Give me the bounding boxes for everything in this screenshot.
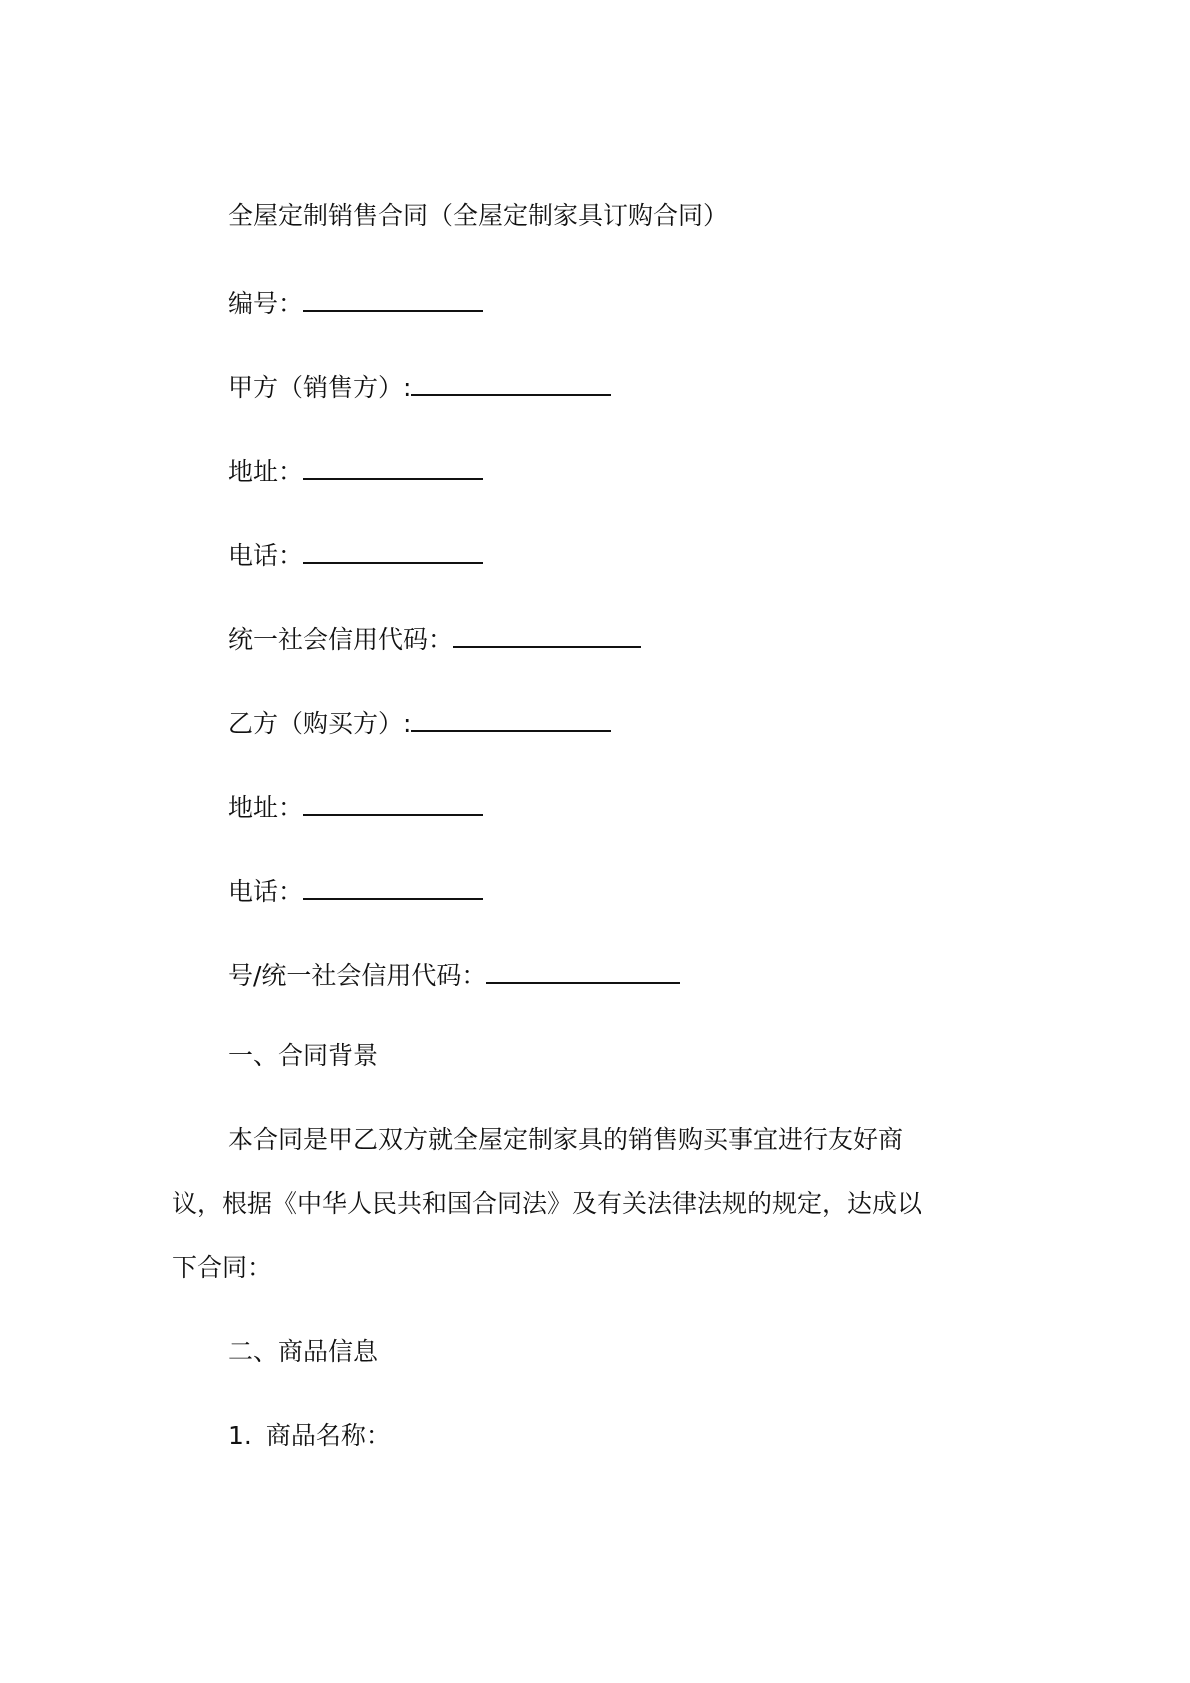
party-a-address-field [228, 452, 483, 488]
party-a-phone-blank[interactable] [303, 536, 483, 564]
party-a-blank[interactable] [411, 368, 611, 396]
goods-item-1 [228, 1420, 391, 1452]
goods-item-1-number: 1. [228, 1421, 252, 1450]
party-a-phone-label: 电话： [228, 541, 304, 570]
party-a-field [228, 368, 611, 404]
section-goods-heading: 二、商品信息 [228, 1337, 379, 1366]
party-a-credit-code-field [228, 620, 641, 656]
background-paragraph-line-1: 本合同是甲乙双方就全屋定制家具的销售购买事宜进行友好商 [228, 1125, 904, 1154]
contract-number-field [228, 284, 483, 320]
party-b-label: 乙方（购买方）: [228, 709, 412, 738]
background-paragraph-line-2: 议，根据《中华人民共和国合同法》及有关法律法规的规定，达成以 [172, 1189, 923, 1218]
party-b-id-field [228, 956, 680, 992]
party-b-phone-label: 电话： [228, 877, 304, 906]
party-a-phone-field [228, 536, 483, 572]
party-b-phone-blank[interactable] [303, 872, 483, 900]
party-a-credit-code-blank[interactable] [453, 620, 641, 648]
party-b-address-blank[interactable] [303, 788, 483, 816]
section-background-heading: 一、合同背景 [228, 1041, 379, 1070]
party-b-blank[interactable] [411, 704, 611, 732]
party-a-address-blank[interactable] [303, 452, 483, 480]
background-paragraph-line-3: 下合同： [172, 1253, 273, 1282]
party-b-id-label: 号/统一社会信用代码： [228, 961, 487, 990]
contract-number-blank[interactable] [303, 284, 483, 312]
party-a-label: 甲方（销售方）: [228, 373, 412, 402]
party-a-credit-code-label: 统一社会信用代码： [228, 625, 454, 654]
party-b-field [228, 704, 611, 740]
party-b-address-field [228, 788, 483, 824]
party-b-phone-field [228, 872, 483, 908]
party-b-address-label: 地址： [228, 793, 304, 822]
party-a-address-label: 地址： [228, 457, 304, 486]
contract-title: 全屋定制销售合同（全屋定制家具订购合同） [228, 201, 729, 230]
party-b-id-blank[interactable] [486, 956, 680, 984]
contract-number-label: 编号： [228, 289, 304, 318]
goods-item-1-label: 商品名称： [265, 1421, 391, 1450]
